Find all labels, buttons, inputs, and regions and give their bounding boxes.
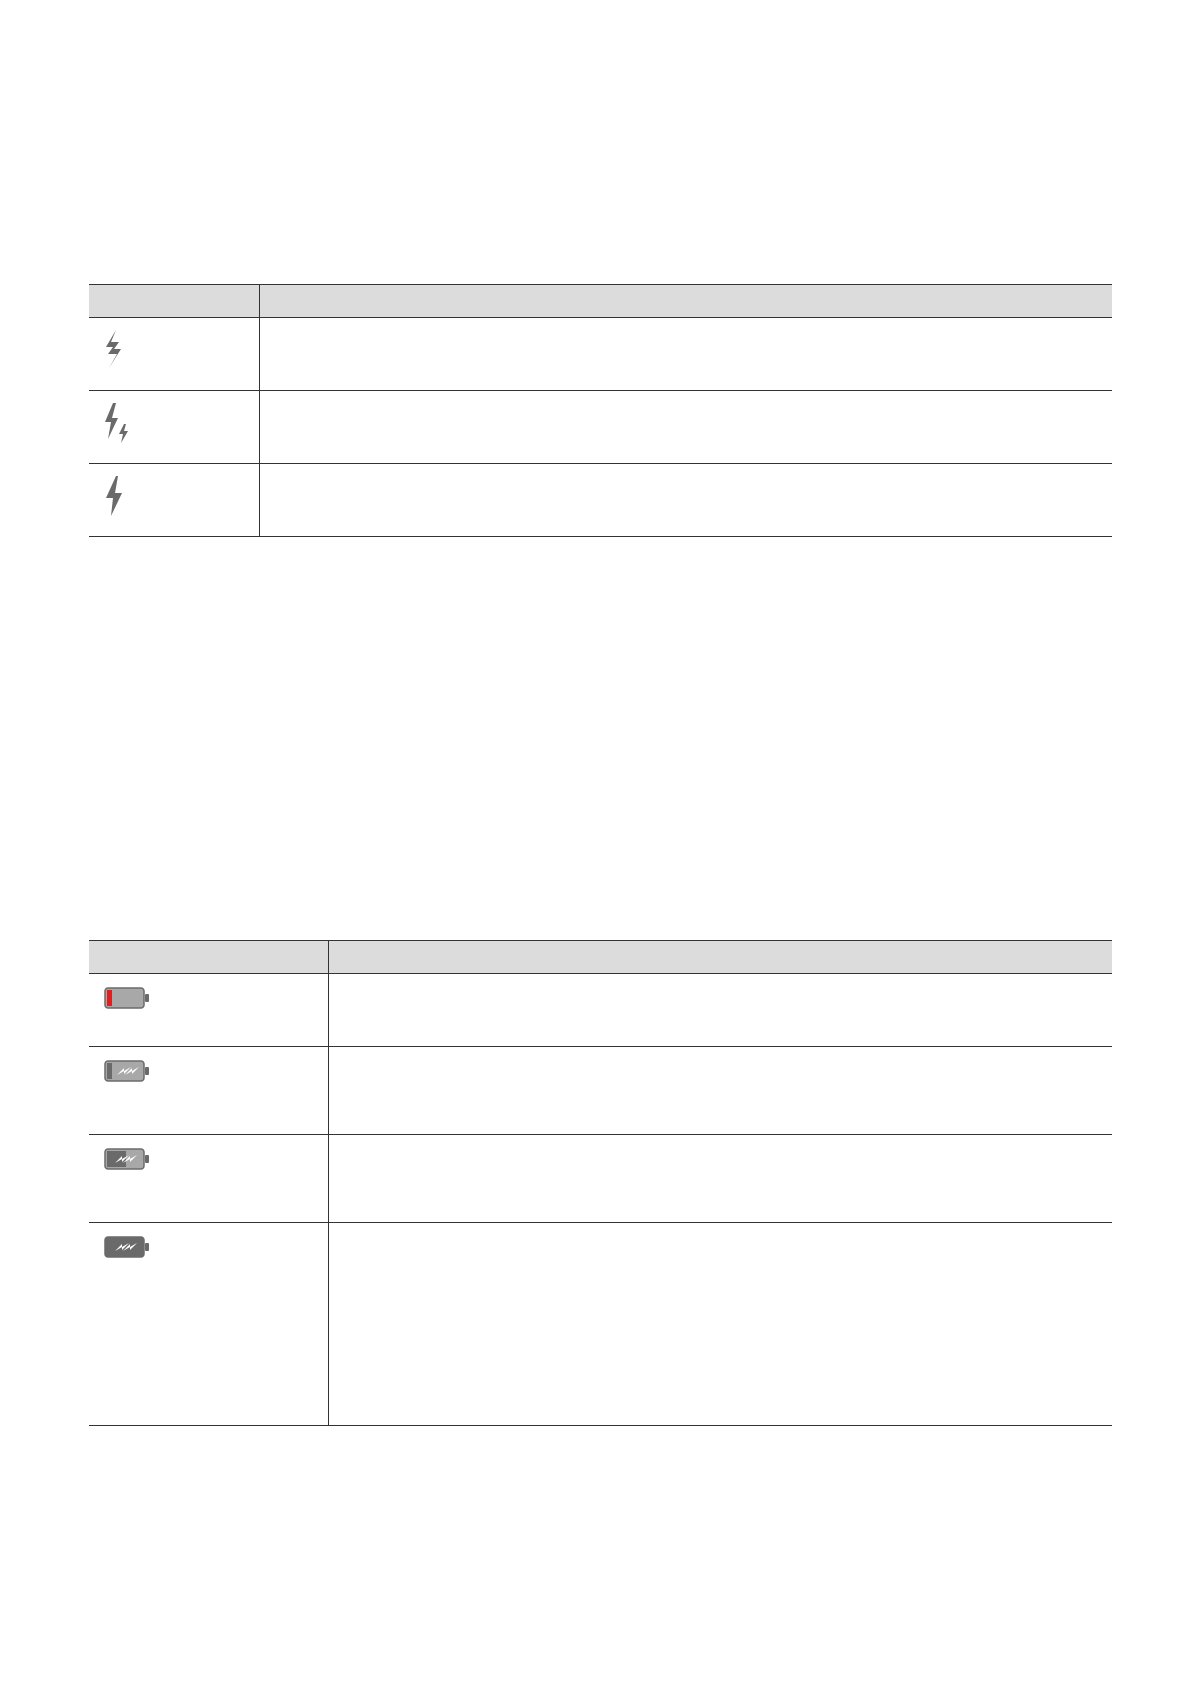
table-row [89, 391, 1112, 464]
description-cell [259, 391, 1112, 464]
battery-charging-half-icon [104, 1147, 150, 1171]
description-cell [259, 318, 1112, 391]
description-cell [259, 464, 1112, 537]
header-cell-icon [89, 285, 259, 318]
header-cell-description [328, 941, 1112, 974]
icon-cell [89, 391, 259, 464]
table-row [89, 1047, 1112, 1135]
table-row [89, 1135, 1112, 1223]
description-cell [328, 1223, 1112, 1426]
icon-cell [89, 974, 328, 1047]
table-row [89, 974, 1112, 1047]
normal-charge-bolt-icon [104, 476, 124, 516]
icon-cell [89, 318, 259, 391]
table-row [89, 318, 1112, 391]
quick-charge-double-bolt-icon [104, 403, 130, 443]
table-header-row [89, 941, 1112, 974]
battery-status-table [89, 940, 1112, 1426]
header-cell-description [259, 285, 1112, 318]
charging-icons-table [89, 284, 1112, 537]
icon-cell [89, 1135, 328, 1223]
battery-low-red-icon [104, 986, 150, 1010]
description-cell [328, 974, 1112, 1047]
battery-charging-full-icon [104, 1235, 150, 1259]
battery-charging-low-icon [104, 1059, 150, 1083]
table-header-row [89, 285, 1112, 318]
icon-cell [89, 1223, 328, 1426]
description-cell [328, 1135, 1112, 1223]
header-cell-icon [89, 941, 328, 974]
super-charge-bolt-icon [104, 330, 124, 368]
description-cell [328, 1047, 1112, 1135]
table-row [89, 1223, 1112, 1426]
icon-cell [89, 1047, 328, 1135]
table-row [89, 464, 1112, 537]
icon-cell [89, 464, 259, 537]
